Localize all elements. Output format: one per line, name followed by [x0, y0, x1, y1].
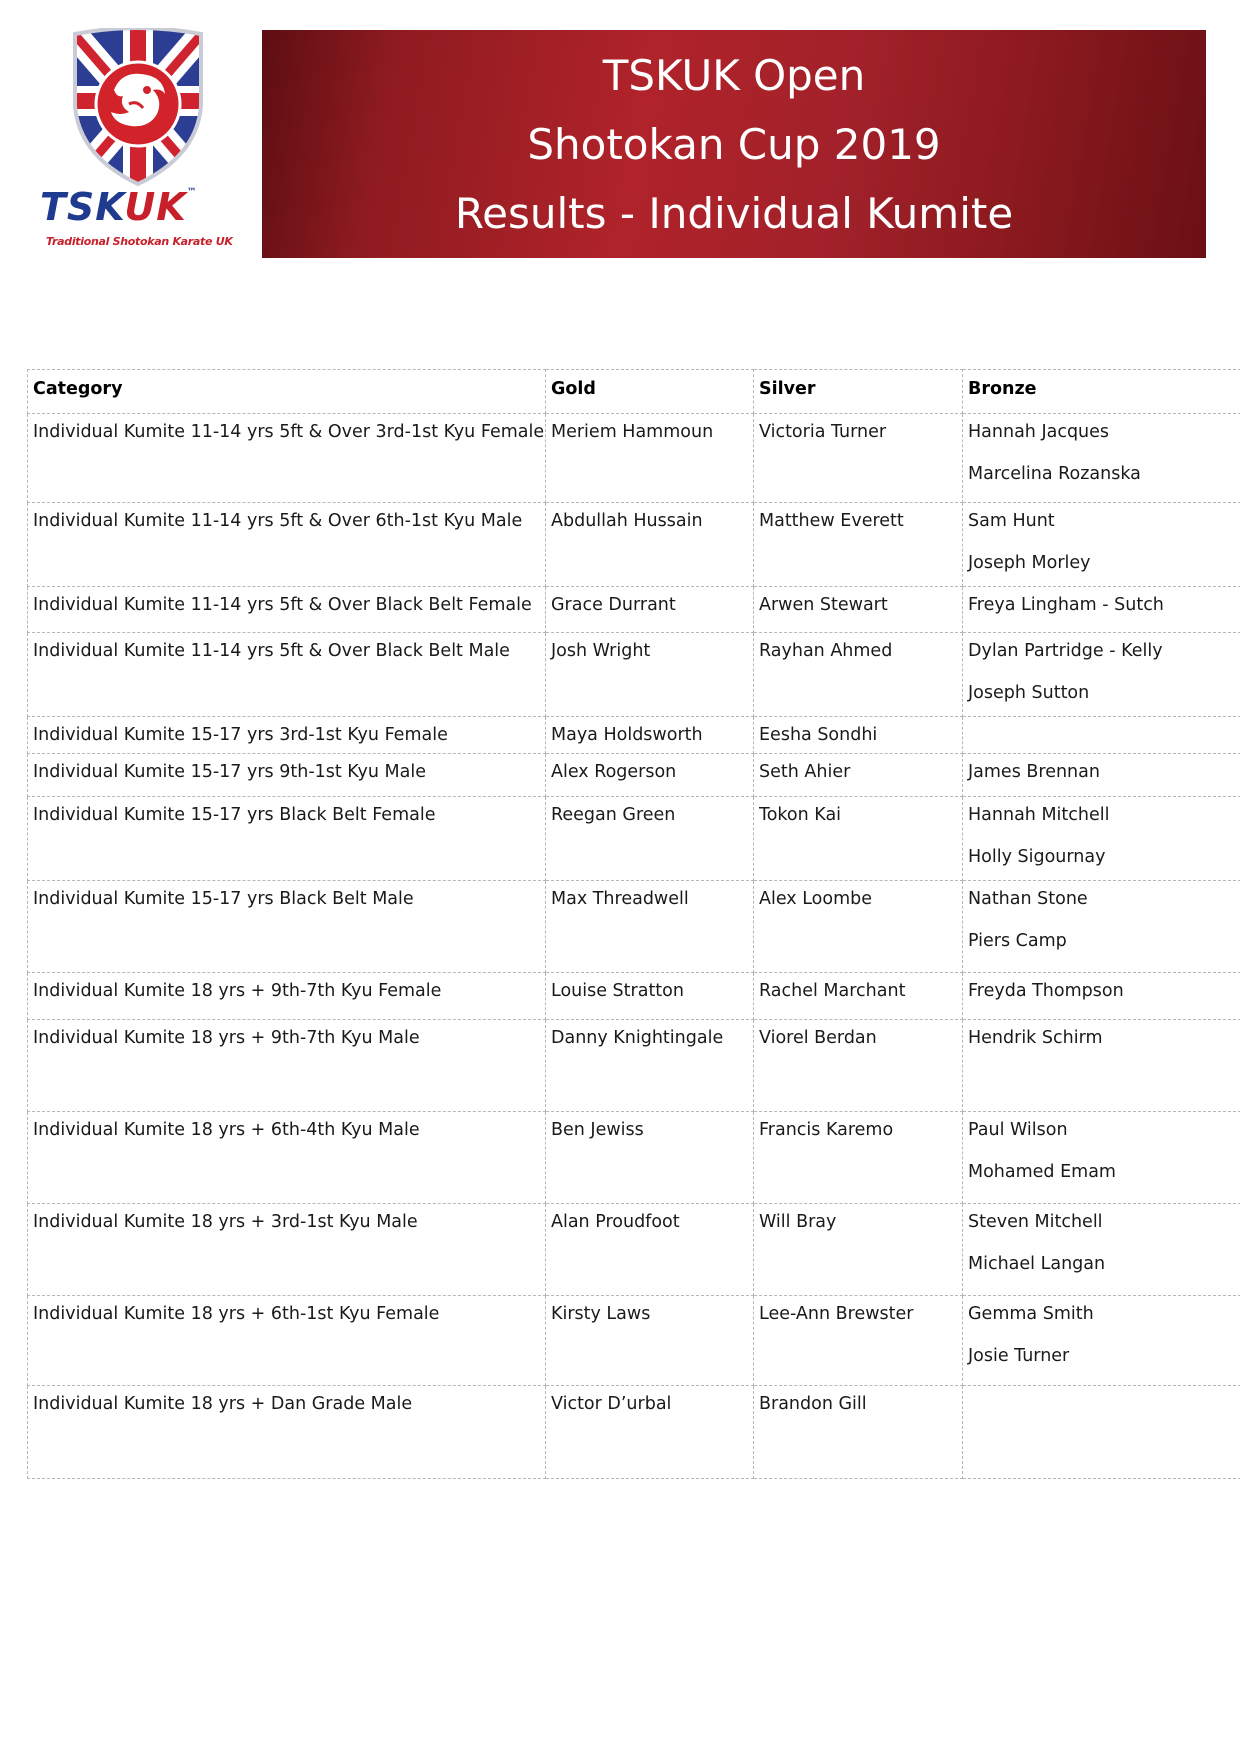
- gold-cell-text: Max Threadwell: [551, 889, 689, 909]
- bronze-name: Michael Langan: [968, 1254, 1106, 1274]
- gold-cell-text: Maya Holdsworth: [551, 725, 703, 745]
- bronze-name: Piers Camp: [968, 931, 1067, 951]
- silver-cell-text: Matthew Everett: [759, 511, 904, 531]
- category-cell: [28, 1112, 546, 1204]
- table-row: [28, 797, 1240, 881]
- bronze-cell: [963, 503, 1240, 587]
- table-row: [28, 587, 1240, 633]
- table-row: [28, 414, 1240, 503]
- silver-cell: [754, 503, 963, 587]
- category-cell-text: Individual Kumite 15-17 yrs 9th-1st Kyu Male: [33, 762, 426, 782]
- category-cell-text: Individual Kumite 11-14 yrs 5ft & Over Black Belt Male: [33, 641, 510, 661]
- bronze-cell: [963, 754, 1240, 797]
- logo-tagline: Traditional Shotokan Karate UK: [46, 235, 233, 248]
- category-cell: [28, 881, 546, 973]
- bronze-cell: [963, 1386, 1240, 1479]
- gold-cell: [546, 1112, 754, 1204]
- bronze-cell: [963, 633, 1240, 717]
- table-row: [28, 1020, 1240, 1112]
- gold-cell-text: Louise Stratton: [551, 981, 684, 1001]
- bronze-cell: [963, 1020, 1240, 1112]
- table-row: [28, 1112, 1240, 1204]
- gold-cell-text: Ben Jewiss: [551, 1120, 644, 1140]
- category-cell: [28, 797, 546, 881]
- silver-cell: [754, 1386, 963, 1479]
- banner-title: TSKUK Open: [602, 51, 866, 100]
- category-cell-text: Individual Kumite 15-17 yrs Black Belt Male: [33, 889, 414, 909]
- silver-cell-text: Francis Karemo: [759, 1120, 894, 1140]
- gold-cell-text: Victor D’urbal: [551, 1394, 672, 1414]
- bronze-name: Sam Hunt: [968, 511, 1055, 531]
- gold-cell: [546, 1386, 754, 1479]
- table-row: [28, 973, 1240, 1020]
- silver-cell: [754, 1020, 963, 1112]
- category-cell: [28, 587, 546, 633]
- table-row: [28, 503, 1240, 587]
- category-cell: [28, 503, 546, 587]
- gold-cell: [546, 881, 754, 973]
- header-gold: Gold: [546, 370, 754, 414]
- table-row: [28, 881, 1240, 973]
- bronze-name: Dylan Partridge - Kelly: [968, 641, 1163, 661]
- silver-cell: [754, 587, 963, 633]
- header-silver: Silver: [754, 370, 963, 414]
- gold-cell: [546, 973, 754, 1020]
- silver-cell-text: Eesha Sondhi: [759, 725, 878, 745]
- bronze-cell: [963, 797, 1240, 881]
- category-cell: [28, 414, 546, 503]
- category-cell-text: Individual Kumite 18 yrs + 6th-4th Kyu Male: [33, 1120, 420, 1140]
- bronze-name: Josie Turner: [968, 1346, 1070, 1366]
- category-cell-text: Individual Kumite 18 yrs + 9th-7th Kyu Male: [33, 1028, 420, 1048]
- banner-results-heading: Results - Individual Kumite: [454, 189, 1014, 238]
- category-cell-text: Individual Kumite 11-14 yrs 5ft & Over Black Belt Female: [33, 595, 532, 615]
- bronze-name: Mohamed Emam: [968, 1162, 1116, 1182]
- gold-cell-text: Meriem Hammoun: [551, 422, 714, 442]
- silver-cell: [754, 717, 963, 754]
- bronze-cell: [963, 414, 1240, 503]
- silver-cell-text: Alex Loombe: [759, 889, 872, 909]
- category-cell-text: Individual Kumite 18 yrs + 3rd-1st Kyu Male: [33, 1212, 418, 1232]
- bronze-cell: [963, 1204, 1240, 1296]
- category-cell: [28, 754, 546, 797]
- silver-cell: [754, 973, 963, 1020]
- gold-cell-text: Grace Durrant: [551, 595, 676, 615]
- bronze-name: Joseph Morley: [968, 553, 1091, 573]
- gold-cell: [546, 797, 754, 881]
- bronze-name: Hendrik Schirm: [968, 1028, 1103, 1048]
- silver-cell-text: Victoria Turner: [759, 422, 887, 442]
- gold-cell: [546, 754, 754, 797]
- results-body: [28, 414, 1240, 1479]
- category-cell-text: Individual Kumite 15-17 yrs 3rd-1st Kyu Female: [33, 725, 448, 745]
- silver-cell-text: Seth Ahier: [759, 762, 851, 782]
- union-jack-shield-icon: [69, 28, 207, 188]
- category-cell-text: Individual Kumite 15-17 yrs Black Belt Female: [33, 805, 436, 825]
- bronze-name: Paul Wilson: [968, 1120, 1068, 1140]
- bronze-name: Holly Sigournay: [968, 847, 1106, 867]
- results-table: [27, 369, 1240, 1479]
- logo-wordmark: [40, 185, 240, 229]
- gold-cell: [546, 414, 754, 503]
- bronze-name: Hannah Jacques: [968, 422, 1110, 442]
- silver-cell: [754, 1204, 963, 1296]
- table-row: [28, 1296, 1240, 1386]
- header-bronze: Bronze: [963, 370, 1240, 414]
- category-cell: [28, 973, 546, 1020]
- silver-cell-text: Arwen Stewart: [759, 595, 888, 615]
- gold-cell: [546, 633, 754, 717]
- table-row: [28, 1386, 1240, 1479]
- silver-cell-text: Rayhan Ahmed: [759, 641, 893, 661]
- bronze-name: Nathan Stone: [968, 889, 1088, 909]
- bronze-name: James Brennan: [968, 762, 1100, 782]
- bronze-name: Freyda Thompson: [968, 981, 1124, 1001]
- silver-cell-text: Brandon Gill: [759, 1394, 867, 1414]
- silver-cell: [754, 1296, 963, 1386]
- table-header-row: [28, 370, 1240, 414]
- bronze-name: Marcelina Rozanska: [968, 464, 1141, 484]
- gold-cell-text: Abdullah Hussain: [551, 511, 703, 531]
- silver-cell-text: Will Bray: [759, 1212, 837, 1232]
- category-cell-text: Individual Kumite 18 yrs + Dan Grade Male: [33, 1394, 413, 1414]
- silver-cell-text: Lee-Ann Brewster: [759, 1304, 914, 1324]
- category-cell: [28, 717, 546, 754]
- table-row: [28, 717, 1240, 754]
- category-cell-text: Individual Kumite 18 yrs + 9th-7th Kyu Female: [33, 981, 442, 1001]
- category-cell: [28, 633, 546, 717]
- gold-cell-text: Alex Rogerson: [551, 762, 677, 782]
- title-banner: [262, 30, 1206, 258]
- silver-cell: [754, 797, 963, 881]
- table-row: [28, 754, 1240, 797]
- silver-cell-text: Tokon Kai: [759, 805, 842, 825]
- silver-cell: [754, 633, 963, 717]
- silver-cell: [754, 754, 963, 797]
- bronze-cell: [963, 717, 1240, 754]
- logo-trademark: ™: [186, 187, 198, 198]
- gold-cell-text: Josh Wright: [551, 641, 651, 661]
- gold-cell-text: Alan Proudfoot: [551, 1212, 680, 1232]
- category-cell-text: Individual Kumite 11-14 yrs 5ft & Over 3rd-1st Kyu Female: [33, 422, 545, 442]
- bronze-cell: [963, 973, 1240, 1020]
- category-cell: [28, 1386, 546, 1479]
- logo-word-uk: UK: [124, 185, 187, 229]
- gold-cell: [546, 717, 754, 754]
- gold-cell-text: Kirsty Laws: [551, 1304, 651, 1324]
- bronze-cell: [963, 587, 1240, 633]
- bronze-cell: [963, 1112, 1240, 1204]
- category-cell-text: Individual Kumite 11-14 yrs 5ft & Over 6th-1st Kyu Male: [33, 511, 523, 531]
- category-cell-text: Individual Kumite 18 yrs + 6th-1st Kyu Female: [33, 1304, 440, 1324]
- bronze-name: Gemma Smith: [968, 1304, 1094, 1324]
- bronze-name: Steven Mitchell: [968, 1212, 1103, 1232]
- silver-cell-text: Rachel Marchant: [759, 981, 906, 1001]
- category-cell: [28, 1204, 546, 1296]
- silver-cell: [754, 414, 963, 503]
- bronze-name: Hannah Mitchell: [968, 805, 1110, 825]
- category-cell: [28, 1296, 546, 1386]
- header-category: Category: [28, 370, 546, 414]
- tskuk-logo: [34, 28, 244, 258]
- category-cell: [28, 1020, 546, 1112]
- table-row: [28, 633, 1240, 717]
- bronze-cell: [963, 881, 1240, 973]
- table-row: [28, 1204, 1240, 1296]
- gold-cell: [546, 503, 754, 587]
- silver-cell-text: Viorel Berdan: [759, 1028, 877, 1048]
- banner-subtitle: Shotokan Cup 2019: [527, 120, 941, 169]
- gold-cell: [546, 1020, 754, 1112]
- silver-cell: [754, 881, 963, 973]
- silver-cell: [754, 1112, 963, 1204]
- gold-cell-text: Reegan Green: [551, 805, 676, 825]
- gold-cell: [546, 1204, 754, 1296]
- gold-cell-text: Danny Knightingale: [551, 1028, 724, 1048]
- logo-word-tsk: TSK: [40, 185, 125, 229]
- gold-cell: [546, 587, 754, 633]
- gold-cell: [546, 1296, 754, 1386]
- bronze-name: Freya Lingham - Sutch: [968, 595, 1164, 615]
- bronze-cell: [963, 1296, 1240, 1386]
- bronze-name: Joseph Sutton: [968, 683, 1090, 703]
